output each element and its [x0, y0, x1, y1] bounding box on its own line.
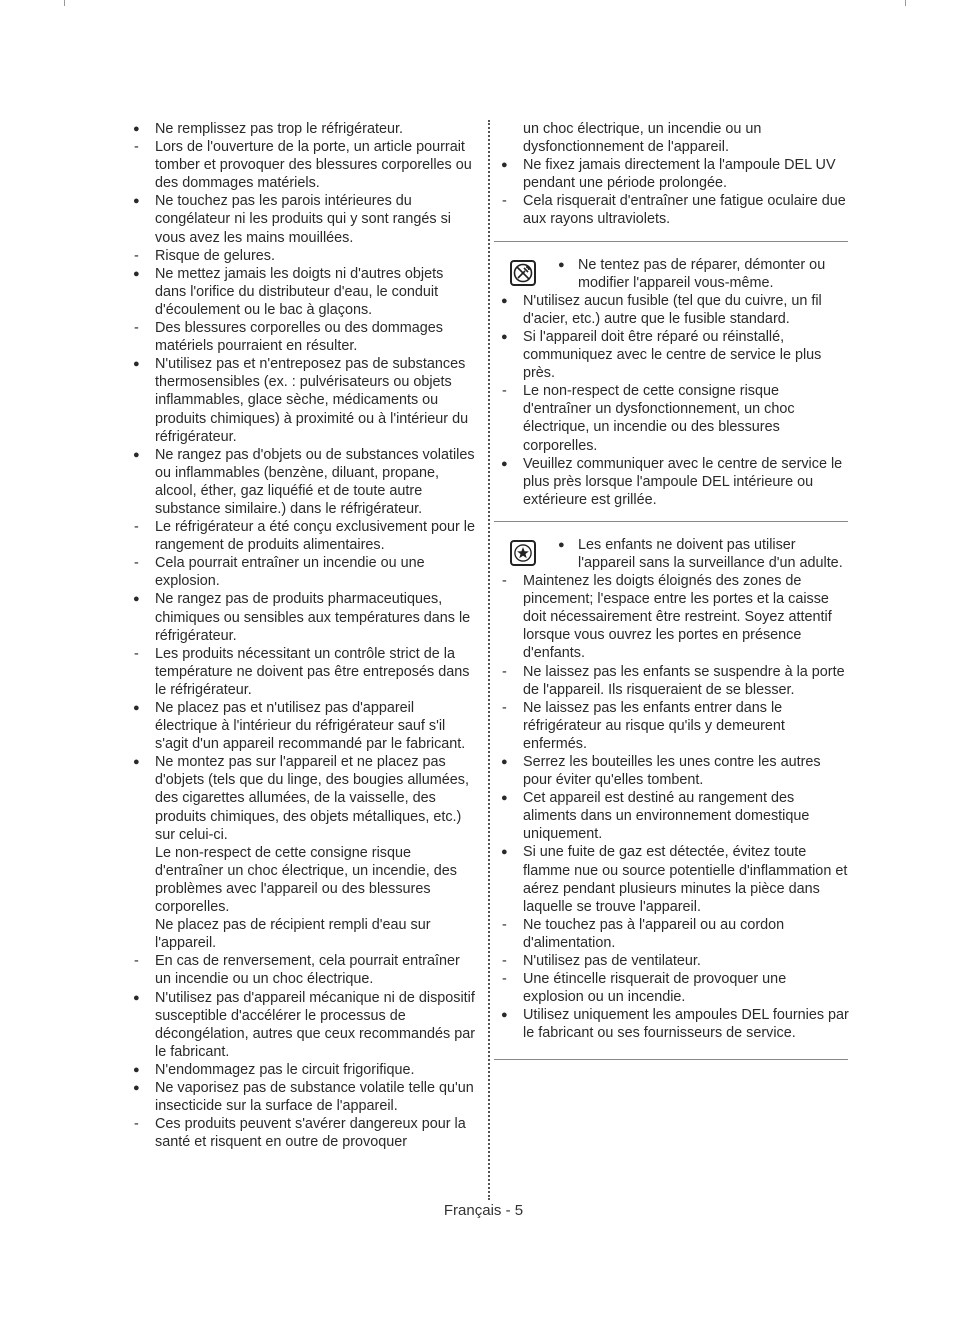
bullet-marker: ●	[133, 756, 140, 769]
item-text: Ne rangez pas de produits pharmaceutiques, chimiques ou sensibles aux températures dans le réfrigérateur.	[155, 591, 471, 644]
children-warning-lead: Les enfants ne doivent pas utiliser l'appareil sans la surveillance d'un adulte.	[578, 536, 843, 571]
bullet-item	[132, 590, 478, 644]
dash-item	[132, 1115, 478, 1151]
dash-item	[500, 382, 850, 454]
item-text: Risque de gelures.	[155, 247, 275, 264]
dash-marker: -	[134, 1116, 139, 1133]
item-text: Lors de l'ouverture de la porte, un article pourrait tomber et provoquer des blessures corporelles ou des dommages matériels.	[155, 139, 472, 192]
bullet-item	[132, 192, 478, 246]
bullet-marker: ●	[133, 358, 140, 371]
bullet-item	[500, 843, 850, 915]
item-text: Cela risquerait d'entraîner une fatigue oculaire due aux rayons ultraviolets.	[523, 193, 846, 228]
bullet-item	[500, 753, 850, 789]
item-text: Le non-respect de cette consigne risque d'entraîner un choc électrique, un incendie, des problèmes avec l'appareil ou des blessures corporelles.	[155, 844, 457, 916]
dash-item	[500, 192, 850, 228]
item-text: Si l'appareil doit être réparé ou réinstallé, communiquez avec le centre de service le plus près.	[523, 328, 822, 382]
item-text: N'utilisez pas d'appareil mécanique ni de dispositif susceptible d'accélérer le processus de décongélation, autres que ceux recommandés par le fabricant.	[155, 989, 475, 1060]
crop-mark	[905, 0, 906, 6]
bullet-item	[500, 789, 850, 843]
item-text: En cas de renversement, cela pourrait entraîner un incendie ou un choc électrique.	[155, 953, 460, 988]
dash-item	[500, 970, 850, 1006]
section-divider	[494, 1059, 848, 1060]
item-text: Ne remplissez pas trop le réfrigérateur.	[155, 121, 403, 137]
dash-item	[132, 518, 478, 554]
item-text: Ne montez pas sur l'appareil et ne placez pas d'objets (tels que du linge, des bougies allumées, des cigarettes allumées, de la vaisselle, des produits chimiques, des objets métalliques, etc.) sur celui-ci.	[155, 754, 469, 843]
item-text: Cet appareil est destiné au rangement des aliments dans un environnement domestique uniquement.	[523, 790, 810, 843]
item-text: Cela pourrait entraîner un incendie ou une explosion.	[155, 555, 425, 590]
dash-item	[500, 572, 850, 662]
bullet-marker: ●	[133, 123, 140, 135]
dash-marker: -	[502, 971, 507, 988]
bullet-item	[132, 699, 478, 753]
right-column	[500, 120, 850, 1074]
bullet-item	[132, 120, 478, 138]
bullet-item	[500, 1006, 850, 1042]
item-text: Veuillez communiquer avec le centre de service le plus près lorsque l'ampoule DEL intérieure ou extérieure est grillée.	[523, 455, 843, 508]
continuation-text	[500, 120, 850, 156]
bullet-item	[500, 156, 850, 192]
repair-warning-list	[500, 292, 850, 509]
item-text: un choc électrique, un incendie ou un dysfonctionnement de l'appareil.	[523, 121, 762, 156]
bullet-marker: ●	[501, 1009, 508, 1022]
bullet-marker: ●	[133, 702, 140, 714]
bullet-marker: ●	[501, 792, 508, 805]
repair-warning-block	[500, 256, 850, 292]
dash-marker: -	[134, 320, 139, 337]
bullet-marker: ●	[558, 258, 565, 271]
dash-item	[500, 663, 850, 699]
item-text: N'utilisez pas et n'entreposez pas de substances thermosensibles (ex. : pulvérisateurs ou objets inflammables, glace sèche, médicaments ou produits chimiques) à proximité ou à l'intérieur du réfrigérateur.	[155, 356, 469, 445]
continuation-text	[132, 844, 478, 916]
bullet-marker: ●	[133, 1081, 140, 1094]
dash-item	[500, 699, 850, 753]
left-column	[132, 120, 478, 1151]
dash-item	[132, 554, 478, 590]
bullet-marker: ●	[133, 991, 140, 1004]
item-text: Les produits nécessitant un contrôle strict de la température ne doivent pas être entreposés dans le réfrigérateur.	[155, 645, 470, 698]
bullet-marker: ●	[501, 756, 508, 768]
item-text: Ne rangez pas d'objets ou de substances volatiles ou inflammables (benzène, diluant, propane, alcool, éther, gaz liquéfié et de toute autre substance similaire.) dans le réfrigérateur.	[155, 446, 475, 517]
item-text: Ne placez pas de récipient rempli d'eau sur l'appareil.	[155, 917, 431, 952]
dash-marker: -	[134, 519, 139, 536]
item-text: Serrez les bouteilles les unes contre les autres pour éviter qu'elles tombent.	[523, 754, 821, 789]
no-disassembly-icon	[510, 260, 536, 286]
column-divider	[488, 120, 490, 1200]
bullet-item	[132, 989, 478, 1061]
dash-item	[132, 138, 478, 192]
item-text: Le non-respect de cette consigne risque d'entraîner un dysfonctionnement, un choc électrique, un incendie ou des blessures corporelles.	[523, 383, 795, 454]
bullet-item	[132, 753, 478, 843]
bullet-marker: ●	[501, 330, 508, 343]
right-top-list	[500, 120, 850, 229]
item-text: N'endommagez pas le circuit frigorifique.	[155, 1061, 415, 1078]
page-footer: Français - 5	[443, 1202, 524, 1219]
item-text: Ne touchez pas à l'appareil ou au cordon d'alimentation.	[523, 916, 785, 951]
dash-marker: -	[134, 953, 139, 970]
item-text: Des blessures corporelles ou des dommages matériels pourraient en résulter.	[155, 320, 443, 355]
bullet-marker: ●	[133, 267, 140, 280]
bullet-item	[500, 455, 850, 509]
dash-item	[132, 952, 478, 988]
bullet-item	[132, 265, 478, 319]
dash-marker: -	[134, 247, 139, 264]
item-text: Le réfrigérateur a été conçu exclusivement pour le rangement de produits alimentaires.	[155, 519, 475, 554]
bullet-marker: ●	[133, 1063, 140, 1076]
mandatory-star-icon	[510, 540, 536, 566]
dash-marker: -	[502, 383, 507, 400]
dash-marker: -	[502, 699, 507, 716]
item-text: Ne mettez jamais les doigts ni d'autres objets dans l'orifice du distributeur d'eau, le conduit d'écoulement ou le bac à glaçons.	[155, 265, 444, 318]
item-text: Ne laissez pas les enfants se suspendre à la porte de l'appareil. Ils risqueraient de se blesser.	[523, 663, 845, 698]
dash-item	[132, 645, 478, 699]
dash-marker: -	[134, 555, 139, 572]
dash-marker: -	[502, 193, 507, 210]
bullet-item	[500, 328, 850, 382]
bullet-marker: ●	[501, 457, 508, 470]
item-text: Une étincelle risquerait de provoquer une explosion ou un incendie.	[523, 971, 787, 1006]
bullet-item	[132, 446, 478, 518]
continuation-text	[132, 916, 478, 952]
bullet-marker: ●	[133, 593, 140, 606]
children-warning-list	[500, 572, 850, 1042]
children-warning-block	[500, 536, 850, 572]
bullet-marker: ●	[558, 538, 565, 551]
dash-item	[500, 916, 850, 952]
item-text: Ne placez pas et n'utilisez pas d'appareil électrique à l'intérieur du réfrigérateur sauf s'il s'agit d'un appareil recommandé par le fabricant.	[155, 700, 466, 753]
bullet-marker: ●	[501, 159, 508, 172]
bullet-marker: ●	[501, 846, 508, 859]
bullet-item	[132, 1061, 478, 1079]
item-text: N'utilisez pas de ventilateur.	[523, 953, 701, 970]
item-text: Ne touchez pas les parois intérieures du congélateur ni les produits qui y sont rangés si vous avez les mains mouillées.	[155, 193, 451, 246]
item-text: Ces produits peuvent s'avérer dangereux pour la santé et risquent en outre de provoquer	[155, 1116, 466, 1151]
bullet-item	[500, 292, 850, 328]
dash-marker: -	[134, 645, 139, 662]
dash-item	[500, 952, 850, 970]
bullet-item	[132, 1079, 478, 1115]
item-text: Maintenez les doigts éloignés des zones de pincement; l'espace entre les portes et la caisse doit nécessairement être restreint. Soyez attentif lorsque vous ouvrez les portes en présence d'enfants.	[523, 573, 832, 662]
dash-marker: -	[502, 916, 507, 933]
crop-mark	[64, 0, 65, 6]
bullet-item	[132, 355, 478, 445]
section-divider	[494, 241, 848, 242]
item-text: Ne fixez jamais directement la l'ampoule DEL UV pendant une période prolongée.	[523, 157, 836, 192]
item-text: Utilisez uniquement les ampoules DEL fournies par le fabricant ou ses fournisseurs de service.	[523, 1007, 849, 1042]
bullet-marker: ●	[133, 448, 140, 461]
item-text: Si une fuite de gaz est détectée, évitez toute flamme nue ou source potentielle d'inflammation et aérez pendant plusieurs minutes la pièce dans laquelle se trouve l'appareil.	[523, 844, 848, 915]
item-text: Ne vaporisez pas de substance volatile telle qu'un insecticide sur la surface de l'appareil.	[155, 1079, 474, 1115]
dash-item	[132, 247, 478, 265]
item-text: Ne laissez pas les enfants entrer dans le réfrigérateur au risque qu'ils y demeurent enfermés.	[523, 699, 785, 752]
dash-marker: -	[502, 573, 507, 590]
dash-marker: -	[502, 953, 507, 970]
section-divider	[494, 521, 848, 522]
dash-marker: -	[502, 663, 507, 680]
bullet-marker: ●	[501, 294, 508, 307]
dash-item	[132, 319, 478, 355]
bullet-marker: ●	[133, 195, 140, 208]
item-text: N'utilisez aucun fusible (tel que du cuivre, un fil d'acier, etc.) autre que le fusible standard.	[523, 292, 822, 327]
dash-marker: -	[134, 139, 139, 156]
repair-warning-lead: Ne tentez pas de réparer, démonter ou modifier l'appareil vous-même.	[578, 256, 826, 291]
